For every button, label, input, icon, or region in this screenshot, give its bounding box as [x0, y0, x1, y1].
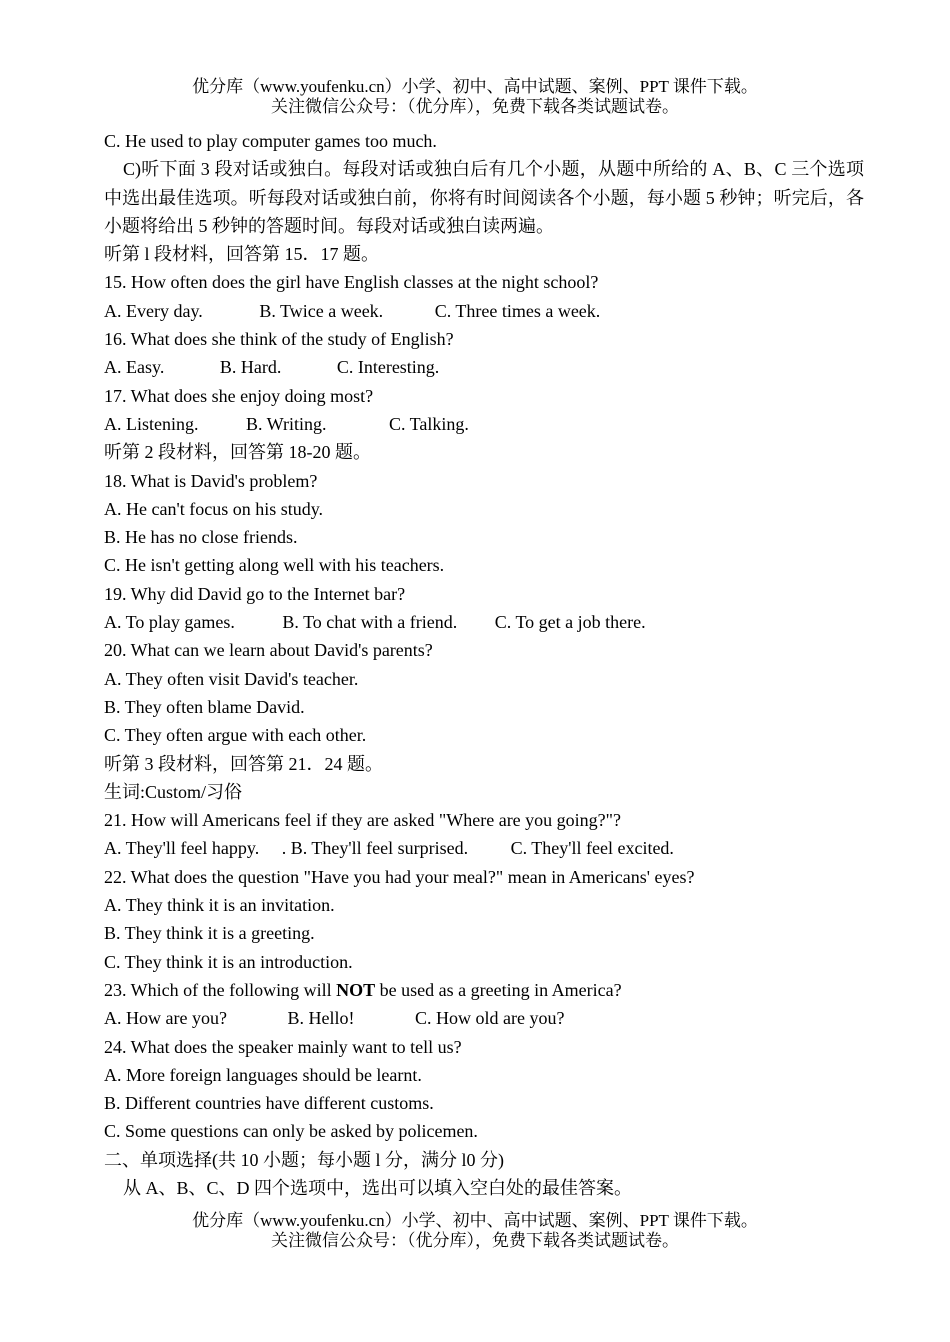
question-17-option-c: C. Talking. — [388, 413, 469, 434]
question-20-option-b: B. They often blame David. — [104, 696, 305, 717]
option-c-prev: C. He used to play computer games too much. — [104, 131, 437, 151]
header-line-2: 关注微信公众号：（优分库），免费下载各类试题试卷。 — [271, 97, 679, 116]
question-19-options — [104, 608, 864, 636]
question-19-stem: 19. Why did David go to the Internet bar? — [104, 583, 406, 604]
question-23-stem-end: be used as a greeting in America? — [375, 979, 622, 1000]
footer-line-1: 优分库（www.youfenku.cn）小学、初中、高中试题、案例、PPT 课件下载。 — [192, 1211, 758, 1230]
question-24-option-a: A. More foreign languages should be learnt. — [104, 1064, 422, 1085]
section-c-instructions: C)听下面 3 段对话或独白。每段对话或独白后有几个小题，从题中所给的 A、B、C 三个选项中选出最佳选项。听每段对话或独白前，你将有时间阅读各个小题，每小题 5 秒钟；听完后，各小题将给出 5 秒钟的答题时间。每段对话或独白读两遍。 — [104, 159, 864, 236]
question-17-option-a: A. Listening. — [104, 413, 199, 434]
question-17-options — [104, 410, 864, 438]
passage-2-label: 听第 2 段材料，回答第 18-20 题。 — [104, 442, 371, 463]
question-15-options — [104, 297, 864, 325]
question-16-options — [104, 353, 864, 381]
question-17-option-b: B. Writing. — [246, 413, 327, 434]
question-23-option-c: C. How old are you? — [414, 1008, 565, 1029]
question-19-option-a: A. To play games. — [104, 612, 235, 633]
question-22-option-a: A. They think it is an invitation. — [104, 895, 335, 916]
header-line-1: 优分库（www.youfenku.cn）小学、初中、高中试题、案例、PPT 课件下载。 — [192, 77, 758, 96]
question-19-option-c: C. To get a job there. — [494, 612, 646, 633]
question-23-stem-emphasis: NOT — [336, 979, 376, 1000]
question-20-stem: 20. What can we learn about David's parents? — [104, 640, 433, 661]
question-20-option-a: A. They often visit David's teacher. — [104, 668, 359, 689]
question-17-stem: 17. What does she enjoy doing most? — [104, 385, 374, 406]
question-18-stem: 18. What is David's problem? — [104, 470, 318, 491]
question-16-option-c: C. Interesting. — [336, 357, 440, 378]
passage-1-label: 听第 l 段材料，回答第 15．17 题。 — [104, 244, 379, 265]
question-18-option-a: A. He can't focus on his study. — [104, 498, 324, 519]
question-24-option-b: B. Different countries have different customs. — [104, 1093, 434, 1114]
question-24-option-c: C. Some questions can only be asked by policemen. — [104, 1121, 478, 1142]
question-22-stem: 22. What does the question "Have you had your meal?" mean in Americans' eyes? — [104, 866, 695, 887]
page-footer — [0, 1211, 950, 1251]
exam-content — [104, 127, 864, 1202]
question-21-option-a: A. They'll feel happy. — [104, 838, 260, 859]
question-15-stem: 15. How often does the girl have English classes at the night school? — [104, 272, 599, 293]
question-23-stem-start: 23. Which of the following will — [104, 979, 337, 1000]
question-23-option-a: A. How are you? — [104, 1008, 227, 1029]
page-header — [0, 77, 950, 117]
question-21-option-b: . B. They'll feel surprised. — [281, 838, 469, 859]
question-21-options — [104, 834, 864, 862]
passage-3-label: 听第 3 段材料，回答第 21．24 题。 — [104, 753, 383, 774]
question-22-option-c: C. They think it is an introduction. — [104, 951, 353, 972]
question-21-option-c: C. They'll feel excited. — [510, 838, 674, 859]
footer-line-2: 关注微信公众号：（优分库），免费下载各类试题试卷。 — [271, 1231, 679, 1250]
question-16-option-b: B. Hard. — [219, 357, 282, 378]
question-15-option-b: B. Twice a week. — [259, 300, 384, 321]
question-21-stem: 21. How will Americans feel if they are asked "Where are you going?"? — [104, 810, 621, 831]
question-18-option-c: C. He isn't getting along well with his teachers. — [104, 555, 445, 576]
section-2-title: 二、单项选择(共 10 小题；每小题 l 分，满分 l0 分) — [104, 1149, 504, 1170]
section-2-instruction: 从 A、B、C、D 四个选项中，选出可以填入空白处的最佳答案。 — [123, 1177, 633, 1198]
question-20-option-c: C. They often argue with each other. — [104, 725, 367, 746]
question-22-option-b: B. They think it is a greeting. — [104, 923, 315, 944]
question-24-stem: 24. What does the speaker mainly want to tell us? — [104, 1036, 462, 1057]
question-23-options — [104, 1004, 864, 1032]
question-15-option-a: A. Every day. — [104, 300, 203, 321]
question-16-stem: 16. What does she think of the study of English? — [104, 329, 454, 350]
question-19-option-b: B. To chat with a friend. — [282, 612, 458, 633]
question-23-stem — [104, 976, 864, 1004]
vocabulary-note: 生词:Custom/习俗 — [104, 781, 243, 802]
question-16-option-a: A. Easy. — [104, 357, 165, 378]
question-15-option-c: C. Three times a week. — [434, 300, 601, 321]
question-18-option-b: B. He has no close friends. — [104, 527, 298, 548]
question-23-option-b: B. Hello! — [287, 1008, 355, 1029]
